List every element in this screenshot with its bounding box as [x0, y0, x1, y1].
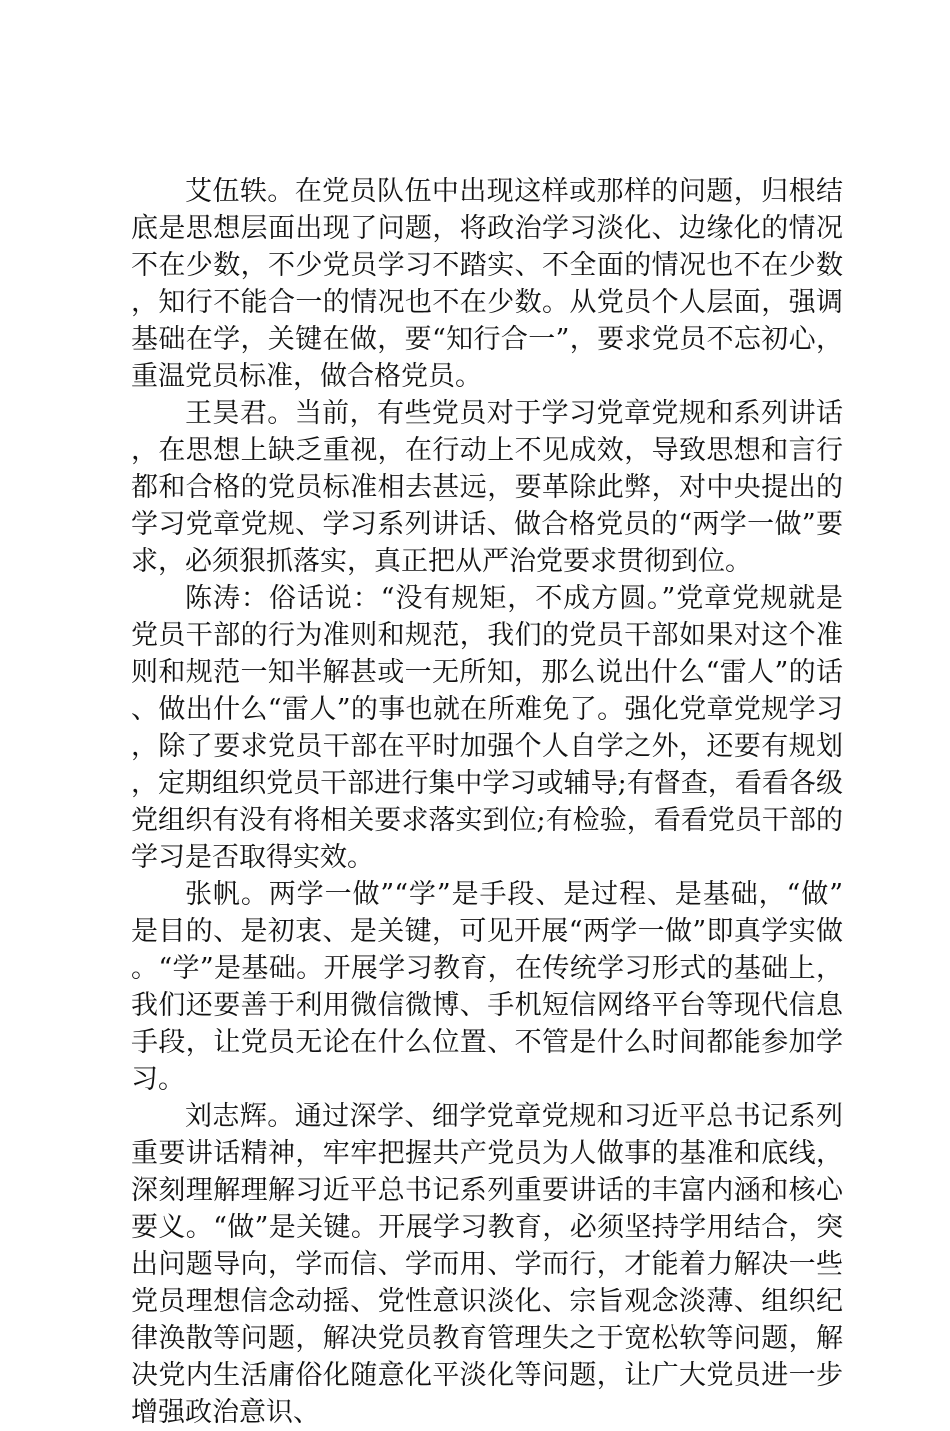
paragraph-ai-wuyi: 艾伍轶。在党员队伍中出现这样或那样的问题，归根结底是思想层面出现了问题，将政治学习淡化、边缘化的情况不在少数，不少党员学习不踏实、不全面的情况也不在少数，知行不能合一的情况也不在少数。从党员个人层面，强调基础在学，关键在做，要“知行合一”，要求党员不忘初心，重温党员标准，做合格党员。 [131, 176, 843, 392]
paragraph-zhang-fan: 张帆。两学一做”“学”是手段、是过程、是基础，“做”是目的、是初衷、是关键，可见开展“两学一做”即真学实做。“学”是基础。开展学习教育，在传统学习形式的基础上，我们还要善于利用微信微博、手机短信网络平台等现代信息手段，让党员无论在什么位置、不管是什么时间都能参加学习。 [131, 879, 843, 1095]
paragraph-chen-tao: 陈涛：俗话说：“没有规矩，不成方圆。”党章党规就是党员干部的行为准则和规范，我们的党员干部如果对这个准则和规范一知半解甚或一无所知，那么说出什么“雷人”的话、做出什么“雷人”的事也就在所难免了。强化党章党规学习，除了要求党员干部在平时加强个人自学之外，还要有规划，定期组织党员干部进行集中学习或辅导;有督查，看看各级党组织有没有将相关要求落实到位;有检验，看看党员干部的学习是否取得实效。 [131, 583, 843, 873]
paragraph-wang-haojun: 王昊君。当前，有些党员对于学习党章党规和系列讲话，在思想上缺乏重视，在行动上不见成效，导致思想和言行都和合格的党员标准相去甚远，要革除此弊，对中央提出的学习党章党规、学习系列讲话、做合格党员的“两学一做”要求，必须狠抓落实，真正把从严治党要求贯彻到位。 [131, 398, 843, 577]
paragraph-liu-zhihui: 刘志辉。通过深学、细学党章党规和习近平总书记系列重要讲话精神，牢牢把握共产党员为人做事的基准和底线，深刻理解理解习近平总书记系列重要讲话的丰富内涵和核心要义。“做”是关键。开展学习教育，必须坚持学用结合，突出问题导向，学而信、学而用、学而行，才能着力解决一些党员理想信念动摇、党性意识淡化、宗旨观念淡薄、组织纪律涣散等问题，解决党员教育管理失之于宽松软等问题，解决党内生活庸俗化随意化平淡化等问题，让广大党员进一步增强政治意识、 [131, 1101, 843, 1428]
document-body [131, 173, 843, 1431]
